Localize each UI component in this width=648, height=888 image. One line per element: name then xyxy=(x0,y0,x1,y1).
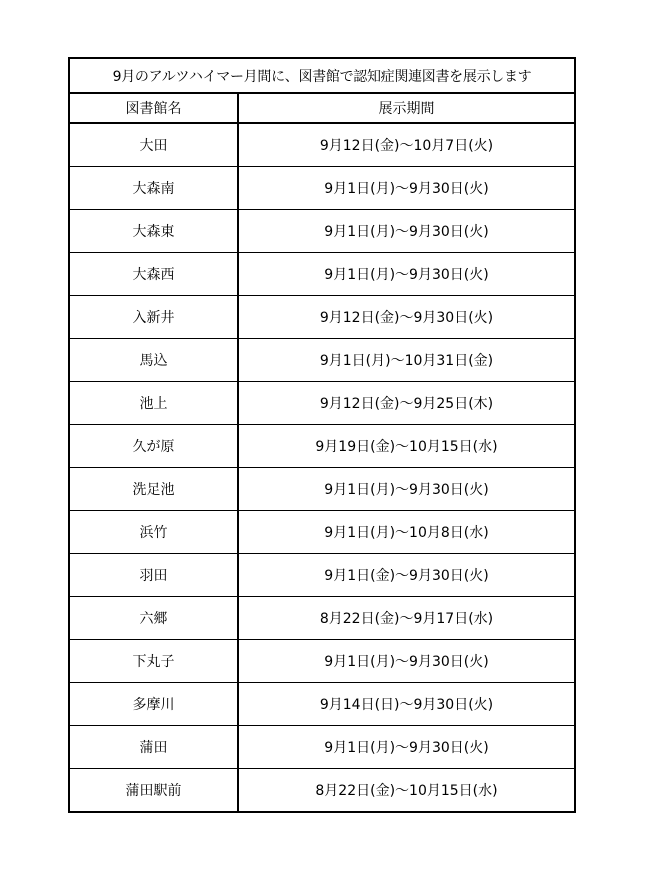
library-name-cell: 多摩川 xyxy=(69,683,238,726)
exhibition-period-cell: 9月12日(金)～10月7日(火) xyxy=(238,123,575,167)
library-name-cell: 下丸子 xyxy=(69,640,238,683)
header-exhibition-period: 展示期間 xyxy=(238,93,575,123)
library-name-cell: 久が原 xyxy=(69,425,238,468)
library-name-cell: 蒲田駅前 xyxy=(69,769,238,813)
exhibition-period-cell: 9月19日(金)～10月15日(水) xyxy=(238,425,575,468)
table-row xyxy=(69,640,575,683)
exhibition-period-cell: 9月1日(金)～9月30日(火) xyxy=(238,554,575,597)
table-row xyxy=(69,769,575,813)
library-name-cell: 羽田 xyxy=(69,554,238,597)
table-row xyxy=(69,296,575,339)
table-row xyxy=(69,382,575,425)
table-row xyxy=(69,210,575,253)
table-row xyxy=(69,554,575,597)
exhibition-period-cell: 8月22日(金)～10月15日(水) xyxy=(238,769,575,813)
table-row xyxy=(69,339,575,382)
header-library-name: 図書館名 xyxy=(69,93,238,123)
table-row xyxy=(69,683,575,726)
exhibition-period-cell: 9月1日(月)～10月8日(水) xyxy=(238,511,575,554)
table-row xyxy=(69,123,575,167)
exhibition-schedule-table xyxy=(68,57,576,813)
exhibition-period-cell: 9月1日(月)～9月30日(火) xyxy=(238,640,575,683)
library-name-cell: 馬込 xyxy=(69,339,238,382)
library-name-cell: 蒲田 xyxy=(69,726,238,769)
table-row xyxy=(69,253,575,296)
exhibition-period-cell: 9月1日(月)～9月30日(火) xyxy=(238,167,575,210)
exhibition-period-cell: 9月1日(月)～9月30日(火) xyxy=(238,210,575,253)
table-row xyxy=(69,468,575,511)
exhibition-period-cell: 9月12日(金)～9月25日(木) xyxy=(238,382,575,425)
library-name-cell: 浜竹 xyxy=(69,511,238,554)
table-row xyxy=(69,167,575,210)
title-row xyxy=(69,58,575,93)
library-name-cell: 洗足池 xyxy=(69,468,238,511)
library-name-cell: 池上 xyxy=(69,382,238,425)
library-name-cell: 入新井 xyxy=(69,296,238,339)
table-row xyxy=(69,726,575,769)
exhibition-period-cell: 9月1日(月)～9月30日(火) xyxy=(238,468,575,511)
header-row xyxy=(69,93,575,123)
library-name-cell: 大森西 xyxy=(69,253,238,296)
table-row xyxy=(69,425,575,468)
exhibition-period-cell: 9月14日(日)～9月30日(火) xyxy=(238,683,575,726)
library-name-cell: 六郷 xyxy=(69,597,238,640)
table-row xyxy=(69,511,575,554)
exhibition-period-cell: 9月1日(月)～9月30日(火) xyxy=(238,253,575,296)
exhibition-period-cell: 9月1日(月)～9月30日(火) xyxy=(238,726,575,769)
table-title: 9月のアルツハイマー月間に、図書館で認知症関連図書を展示します xyxy=(69,58,575,93)
exhibition-period-cell: 9月1日(月)～10月31日(金) xyxy=(238,339,575,382)
library-name-cell: 大森南 xyxy=(69,167,238,210)
library-name-cell: 大森東 xyxy=(69,210,238,253)
exhibition-period-cell: 9月12日(金)～9月30日(火) xyxy=(238,296,575,339)
table-row xyxy=(69,597,575,640)
library-name-cell: 大田 xyxy=(69,123,238,167)
exhibition-period-cell: 8月22日(金)～9月17日(水) xyxy=(238,597,575,640)
